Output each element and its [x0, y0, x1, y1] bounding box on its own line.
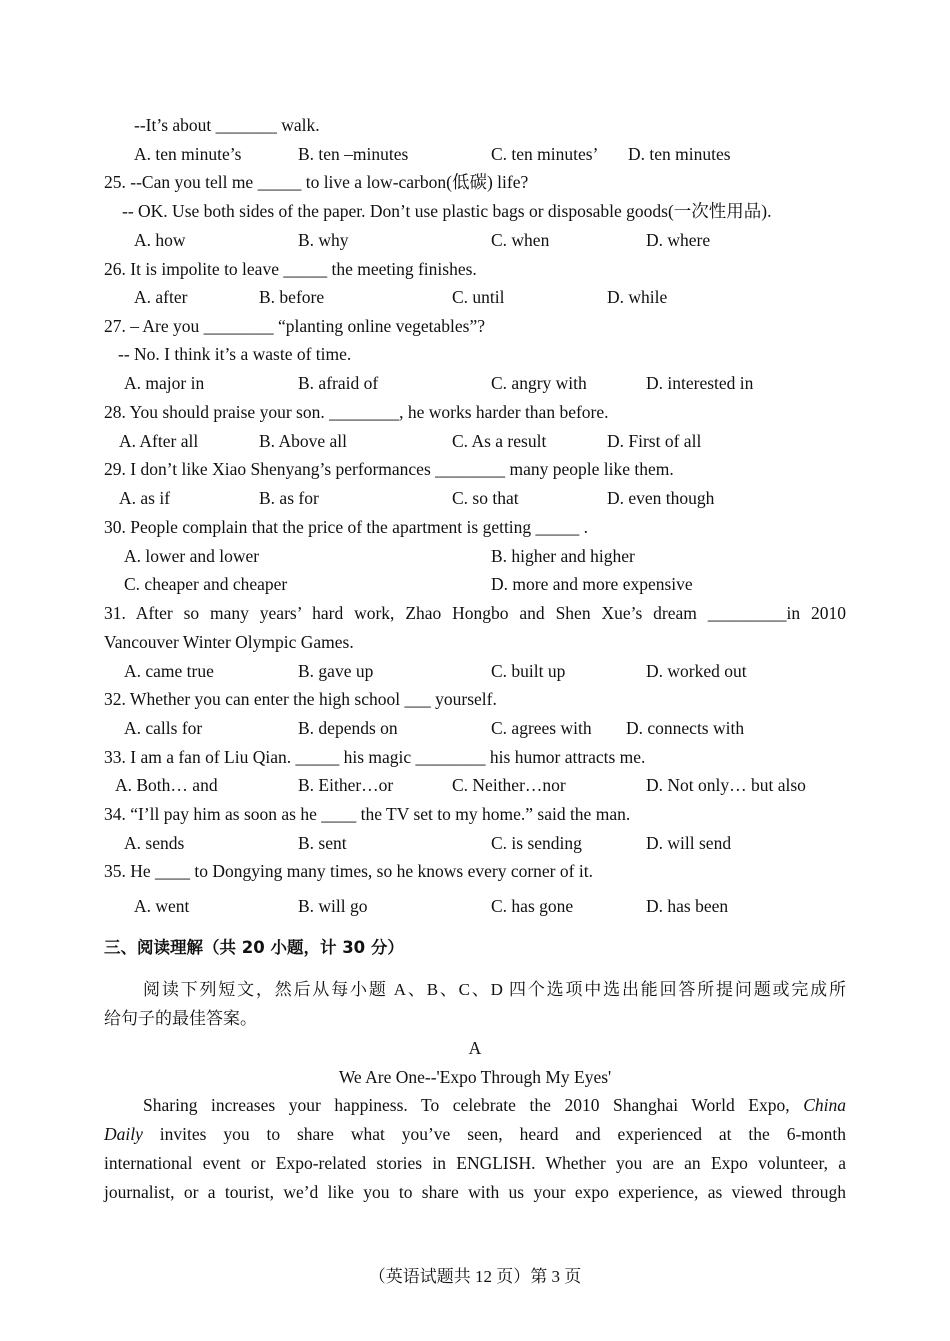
q28-option-c[interactable]: C. As a result [452, 431, 547, 451]
passage-title: We Are One--'Expo Through My Eyes' [338, 1067, 612, 1087]
q34-stem: 34. “I’ll pay him as soon as he ____ the TV set to my home.” said the man. [104, 804, 631, 824]
q25-reply: -- OK. Use both sides of the paper. Don’t use plastic bags or disposable goods(一次性用品). [122, 201, 772, 221]
q29-option-a[interactable]: A. as if [119, 488, 171, 508]
q28-option-b[interactable]: B. Above all [259, 431, 347, 451]
reading-instruction-line1: 阅读下列短文，然后从每小题 A、B、C、D 四个选项中选出能回答所提问题或完成所 [143, 980, 846, 999]
q24-option-b[interactable]: B. ten –minutes [298, 144, 409, 164]
q32-stem: 32. Whether you can enter the high school ___ yourself. [104, 689, 497, 709]
q31-stem: 31. After so many years’ hard work, Zhao Hongbo and Shen Xue’s dream _________in 2010 [104, 603, 846, 623]
q33-option-b[interactable]: B. Either…or [298, 775, 394, 795]
q33-option-d[interactable]: D. Not only… but also [646, 775, 806, 795]
q29-option-c[interactable]: C. so that [452, 488, 519, 508]
q32-option-a[interactable]: A. calls for [124, 718, 203, 738]
q33-option-a[interactable]: A. Both… and [115, 775, 218, 795]
q35-option-d[interactable]: D. has been [646, 896, 729, 916]
q30-option-a[interactable]: A. lower and lower [124, 546, 260, 566]
passage-line-2-text: invites you to share what you’ve seen, heard and experienced at the 6-month [159, 1124, 847, 1144]
q30-option-b[interactable]: B. higher and higher [491, 546, 635, 566]
q35-stem: 35. He ____ to Dongying many times, so he knows every corner of it. [104, 861, 593, 881]
q34-option-c[interactable]: C. is sending [491, 833, 582, 853]
q24-option-c[interactable]: C. ten minutes’ [491, 144, 599, 164]
q30-stem: 30. People complain that the price of the apartment is getting _____ . [104, 517, 589, 537]
q35-option-b[interactable]: B. will go [298, 896, 368, 916]
q26-option-c[interactable]: C. until [452, 287, 505, 307]
q31-option-d[interactable]: D. worked out [646, 661, 747, 681]
q29-option-b[interactable]: B. as for [259, 488, 319, 508]
passage-line-1-text: Sharing increases your happiness. To celebrate the 2010 Shanghai World Expo, [143, 1095, 790, 1115]
q33-stem: 33. I am a fan of Liu Qian. _____ his magic ________ his humor attracts me. [104, 747, 646, 767]
q25-option-d[interactable]: D. where [646, 230, 711, 250]
q35-option-a[interactable]: A. went [134, 896, 190, 916]
q26-option-d[interactable]: D. while [607, 287, 668, 307]
passage-line-4: journalist, or a tourist, we’d like you to share with us your expo experience, as viewed through [104, 1182, 846, 1202]
q28-stem: 28. You should praise your son. ________, he works harder than before. [104, 402, 609, 422]
q27-option-b[interactable]: B. afraid of [298, 373, 379, 393]
q33-option-c[interactable]: C. Neither…nor [452, 775, 566, 795]
q25-option-b[interactable]: B. why [298, 230, 349, 250]
passage-line-1-italic: China [803, 1095, 846, 1115]
passage-line-1 [143, 1094, 846, 1116]
q27-option-d[interactable]: D. interested in [646, 373, 754, 393]
q31-option-c[interactable]: C. built up [491, 661, 566, 681]
q25-stem: 25. --Can you tell me _____ to live a low-carbon(低碳) life? [104, 172, 529, 192]
q29-stem: 29. I don’t like Xiao Shenyang’s performances ________ many people like them. [104, 459, 674, 479]
q34-option-d[interactable]: D. will send [646, 833, 732, 853]
page-footer: （英语试题共 12 页）第 3 页 [368, 1267, 582, 1286]
q24-option-d[interactable]: D. ten minutes [628, 144, 731, 164]
q28-option-d[interactable]: D. First of all [607, 431, 702, 451]
q34-option-b[interactable]: B. sent [298, 833, 347, 853]
q27-option-a[interactable]: A. major in [124, 373, 205, 393]
reading-instruction-line2: 给句子的最佳答案。 [104, 1009, 257, 1028]
q30-option-c[interactable]: C. cheaper and cheaper [124, 574, 288, 594]
q25-option-c[interactable]: C. when [491, 230, 550, 250]
q35-option-c[interactable]: C. has gone [491, 896, 574, 916]
q27-stem: 27. – Are you ________ “planting online vegetables”? [104, 316, 486, 336]
passage-line-2 [104, 1123, 846, 1145]
q31-stem-continued: Vancouver Winter Olympic Games. [104, 632, 354, 652]
q34-option-a[interactable]: A. sends [124, 833, 185, 853]
passage-label: A [468, 1038, 482, 1058]
q28-option-a[interactable]: A. After all [119, 431, 199, 451]
q27-option-c[interactable]: C. angry with [491, 373, 587, 393]
q25-option-a[interactable]: A. how [134, 230, 186, 250]
q24-option-a[interactable]: A. ten minute’s [134, 144, 242, 164]
passage-line-2-italic: Daily [104, 1124, 143, 1144]
q24-answer-line: --It’s about _______ walk. [134, 115, 320, 135]
q26-stem: 26. It is impolite to leave _____ the meeting finishes. [104, 259, 477, 279]
q31-option-b[interactable]: B. gave up [298, 661, 374, 681]
q30-option-d[interactable]: D. more and more expensive [491, 574, 693, 594]
q32-option-c[interactable]: C. agrees with [491, 718, 592, 738]
q29-option-d[interactable]: D. even though [607, 488, 715, 508]
q32-option-d[interactable]: D. connects with [626, 718, 745, 738]
q27-reply: -- No. I think it’s a waste of time. [118, 344, 352, 364]
q32-option-b[interactable]: B. depends on [298, 718, 398, 738]
q26-option-b[interactable]: B. before [259, 287, 325, 307]
q26-option-a[interactable]: A. after [134, 287, 188, 307]
q31-option-a[interactable]: A. came true [124, 661, 214, 681]
passage-line-3: international event or Expo-related stories in ENGLISH. Whether you are an Expo volunteer, a [104, 1153, 846, 1173]
section-heading: 三、阅读理解（共 20 小题，计 30 分） [104, 938, 404, 957]
